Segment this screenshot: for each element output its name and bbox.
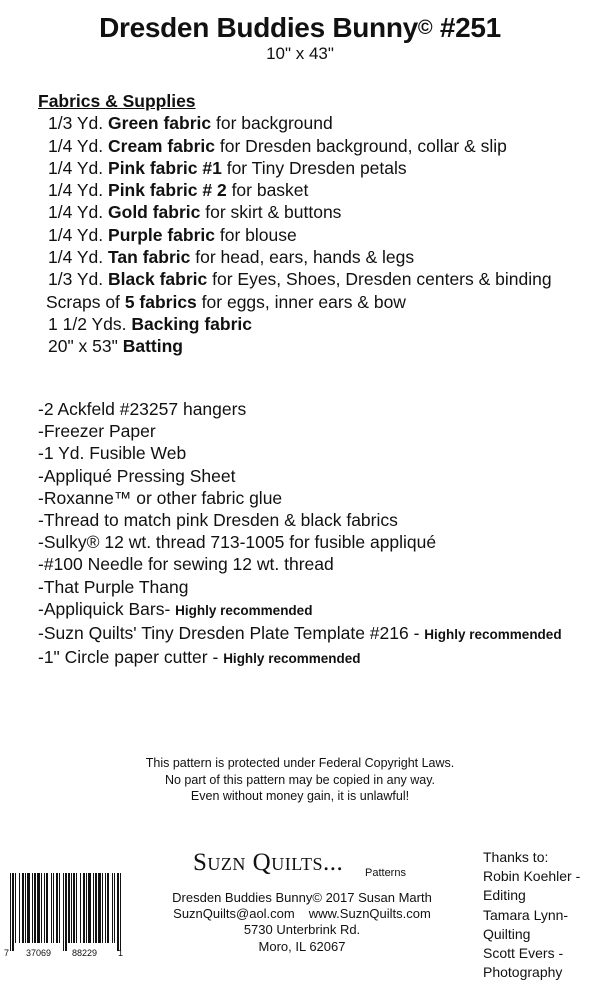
barcode-bar [15, 873, 16, 943]
fabric-use: for Tiny Dresden petals [226, 157, 407, 178]
pattern-title [0, 12, 600, 44]
fabric-name: Pink fabric # 2 [108, 180, 227, 201]
barcode-bar [112, 873, 113, 943]
copyright-notice [0, 755, 600, 805]
pattern-number: #251 [439, 12, 501, 43]
fabric-quantity: 20" x 53" [48, 336, 118, 357]
website-url: www.SuznQuilts.com [308, 906, 431, 922]
fabrics-list [38, 90, 578, 358]
barcode-bar [41, 873, 42, 943]
supply-item [38, 442, 588, 464]
barcode-bar [53, 873, 54, 943]
barcode-bar [71, 873, 72, 943]
barcode-digit-group: 88229 [72, 948, 98, 958]
barcode-bar [59, 873, 60, 943]
supply-item [38, 531, 588, 553]
supply-text: -Appliqué Pressing Sheet [38, 465, 236, 486]
fabric-item [38, 313, 578, 335]
supply-text: -That Purple Thang [38, 576, 189, 597]
fabric-item [38, 268, 578, 290]
supply-item [38, 420, 588, 442]
thanks-line: Editing [483, 887, 526, 904]
fabric-quantity: 1/4 Yd. [48, 202, 104, 223]
supply-text: -Thread to match pink Dresden & black fabrics [38, 510, 398, 531]
supply-item [38, 465, 588, 487]
fabric-quantity: 1/4 Yd. [48, 247, 104, 268]
thanks-heading: Thanks to: [483, 849, 549, 865]
fabric-rows [38, 112, 578, 357]
thanks-line: Tamara Lynn- [483, 906, 569, 923]
supply-item [38, 398, 588, 420]
fabric-quantity: 1 1/2 Yds. [48, 313, 127, 334]
supply-text: -Freezer Paper [38, 421, 156, 442]
street-address: 5730 Unterbrink Rd. [243, 922, 361, 938]
barcode-bar [22, 873, 24, 943]
supply-text: -Suzn Quilts' Tiny Dresden Plate Template #216 - [38, 623, 420, 644]
barcode-bar [37, 873, 40, 943]
finished-size: 10" x 43" [266, 44, 334, 63]
barcode-digits [4, 947, 126, 959]
supply-item [38, 646, 588, 670]
supply-text: -#100 Needle for sewing 12 wt. thread [38, 554, 334, 575]
fabric-use: for head, ears, hands & legs [195, 247, 415, 268]
fabric-name: 5 fabrics [124, 291, 197, 312]
notice-line: This pattern is protected under Federal Copyright Laws. [145, 756, 455, 770]
barcode-bar [25, 873, 26, 943]
barcode-bar [83, 873, 85, 943]
barcode-bar [10, 873, 11, 951]
barcode-digit-group: 37069 [26, 948, 52, 958]
email-address: SuznQuilts@aol.com [173, 906, 295, 922]
brand-subtitle: Patterns [365, 867, 406, 879]
supply-item [38, 487, 588, 509]
barcode-bar [34, 873, 36, 943]
fabric-item [38, 335, 578, 357]
barcode-bar [73, 873, 75, 943]
thanks-box [483, 848, 593, 982]
barcode-bar [44, 873, 45, 943]
barcode [4, 873, 126, 983]
fabrics-heading: Fabrics & Supplies [38, 91, 196, 111]
thanks-line: Photography [483, 964, 563, 981]
barcode-bar [32, 873, 33, 943]
fabric-name: Cream fabric [108, 135, 216, 156]
recommended-note: Highly recommended [223, 651, 361, 667]
fabric-quantity: 1/4 Yd. [48, 135, 104, 156]
barcode-bars [4, 873, 126, 953]
barcode-bar [98, 873, 101, 943]
barcode-bar [68, 873, 70, 943]
barcode-bar [12, 873, 14, 951]
fabric-use: for basket [231, 180, 309, 201]
barcode-digit-group: 1 [118, 948, 124, 958]
barcode-bar [63, 873, 64, 951]
fabric-item [38, 157, 578, 179]
fabric-use: for skirt & buttons [205, 202, 342, 223]
brand-name: Suzn Quilts... [193, 849, 344, 876]
thanks-line: Quilting [483, 925, 531, 942]
fabric-use: for Dresden background, collar & slip [219, 135, 507, 156]
supply-item [38, 622, 588, 646]
fabric-name: Purple fabric [108, 224, 215, 245]
fabric-name: Black fabric [108, 269, 208, 290]
supply-item [38, 553, 588, 575]
fabric-quantity: 1/3 Yd. [48, 269, 104, 290]
fabric-name: Gold fabric [108, 202, 201, 223]
fabric-item [38, 246, 578, 268]
recommended-note: Highly recommended [175, 602, 313, 618]
fabric-item [38, 135, 578, 157]
supply-text: -1 Yd. Fusible Web [38, 443, 187, 464]
supply-item [38, 509, 588, 531]
fabric-quantity: 1/4 Yd. [48, 157, 104, 178]
barcode-bar [93, 873, 94, 943]
barcode-bar [27, 873, 30, 943]
fabric-quantity: Scraps of [46, 291, 120, 312]
fabric-name: Pink fabric #1 [108, 157, 222, 178]
brand-logo [175, 848, 435, 878]
supply-text: -Appliquick Bars- [38, 598, 171, 619]
fabric-name: Backing fabric [131, 313, 252, 334]
supply-text: -1" Circle paper cutter - [38, 647, 219, 668]
fabric-use: for eggs, inner ears & bow [201, 291, 406, 312]
fabric-quantity: 1/4 Yd. [48, 224, 104, 245]
thanks-line: Robin Koehler - [483, 868, 581, 885]
barcode-bar [117, 873, 119, 951]
supply-text: -Sulky® 12 wt. thread 713-1005 for fusible appliqué [38, 532, 437, 553]
fabric-item [38, 291, 578, 313]
fabric-item [38, 112, 578, 134]
supply-text: -2 Ackfeld #23257 hangers [38, 399, 247, 419]
fabric-use: for blouse [219, 224, 297, 245]
barcode-bar [88, 873, 91, 943]
title-text: Dresden Buddies Bunny [99, 12, 418, 43]
fabric-name: Batting [122, 336, 183, 357]
fabric-use: for background [216, 113, 333, 134]
barcode-bar [105, 873, 106, 943]
supplies-list [38, 398, 588, 670]
supply-item [38, 598, 588, 622]
fabric-item [38, 224, 578, 246]
barcode-digit-group: 7 [4, 948, 10, 958]
barcode-bar [51, 873, 52, 943]
barcode-bar [56, 873, 58, 943]
contact-line [162, 906, 442, 922]
barcode-bar [19, 873, 20, 943]
fabric-item [38, 201, 578, 223]
recommended-note: Highly recommended [424, 627, 562, 643]
thanks-line: Scott Evers - [483, 945, 564, 962]
fabric-quantity: 1/3 Yd. [48, 113, 104, 134]
barcode-bar [46, 873, 48, 943]
fabric-quantity: 1/4 Yd. [48, 180, 104, 201]
supply-item [38, 576, 588, 598]
publisher-credits [162, 890, 442, 955]
barcode-bar [86, 873, 87, 943]
barcode-bar [102, 873, 103, 943]
supply-text: -Roxanne™ or other fabric glue [38, 487, 283, 508]
copyright-symbol: © [417, 17, 433, 39]
barcode-bar [120, 873, 121, 951]
notice-line: Even without money gain, it is unlawful! [190, 789, 410, 803]
notice-line: No part of this pattern may be copied in any way. [164, 772, 436, 787]
barcode-bar [65, 873, 67, 951]
barcode-bar [76, 873, 77, 943]
fabric-item [38, 179, 578, 201]
barcode-bar [95, 873, 97, 943]
barcode-bar [80, 873, 81, 943]
fabric-name: Tan fabric [108, 247, 191, 268]
fabric-name: Green fabric [108, 113, 212, 134]
barcode-bar [107, 873, 109, 943]
barcode-bar [114, 873, 115, 943]
city-address: Moro, IL 62067 [258, 938, 346, 954]
copyright-line: Dresden Buddies Bunny© 2017 Susan Marth [172, 890, 432, 905]
fabric-use: for Eyes, Shoes, Dresden centers & binding [212, 269, 552, 290]
